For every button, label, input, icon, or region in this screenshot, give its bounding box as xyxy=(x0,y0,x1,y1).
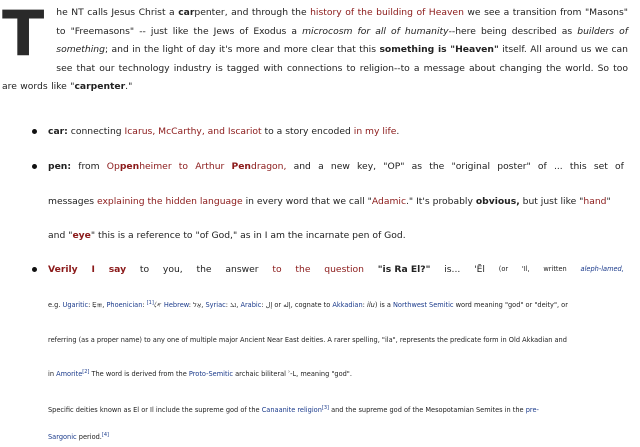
verily-word: I xyxy=(91,264,95,275)
word: of xyxy=(615,161,624,172)
question-link[interactable]: the xyxy=(295,264,311,275)
sargonic-link[interactable]: Sargonic xyxy=(48,433,77,441)
verily-line-4 xyxy=(48,369,624,379)
eye-link[interactable]: eye xyxy=(72,230,91,241)
verily-line-3 xyxy=(48,335,624,345)
bullet-pen-line-1 xyxy=(48,161,624,173)
verily-text: referring (as a proper name) to any one of multiple major Ancient Near East deities. A rarer spelling, "ila", represents the predicate form in Old Akkadian and xyxy=(48,336,567,344)
hand-link[interactable]: hand xyxy=(583,196,607,207)
bullet-dot xyxy=(32,164,37,169)
intro-text: ; and in the light of day it's more and more clear that this xyxy=(104,44,380,55)
pendragon-link[interactable] xyxy=(231,161,286,173)
amorite-link[interactable]: Amorite xyxy=(56,370,83,378)
verily-text: : אֵל, xyxy=(188,301,206,309)
bullet-pen-line-3 xyxy=(48,230,624,242)
question-link[interactable]: question xyxy=(324,264,364,275)
verily-text: : xyxy=(362,301,367,309)
intro-microcosm: microcosm for all of humanity xyxy=(302,25,449,37)
verily-word: Verily xyxy=(48,264,78,275)
verily-text: ) is a xyxy=(374,301,393,309)
intro-paragraph xyxy=(2,0,628,97)
word: the xyxy=(196,264,212,275)
oppenheimer-part: heimer xyxy=(139,161,172,172)
intro-text: he NT calls Jesus Christ a xyxy=(56,7,179,18)
intro-text: we see a transition from "Masons" to "Freemasons" -- just like the Jews of Exodus a xyxy=(56,7,628,37)
verily-text: : 𐎛𐎍, xyxy=(88,301,107,309)
history-link[interactable]: history of the building of Heaven xyxy=(310,7,464,18)
adamic-link[interactable]: Adamic xyxy=(371,196,406,207)
reference-1[interactable]: [1] xyxy=(146,299,154,306)
word: to xyxy=(178,161,189,172)
word: poster" xyxy=(497,161,531,172)
verily-text: in xyxy=(48,370,57,378)
verily-word: say xyxy=(108,264,127,275)
word: 'Ēl xyxy=(474,264,485,275)
verily-line-6 xyxy=(48,432,624,442)
oppenheimer-pen: pen xyxy=(119,161,140,172)
bullet-obvious: obvious, xyxy=(475,196,520,207)
pendragon-pen: Pen xyxy=(231,161,251,172)
word: set xyxy=(593,161,608,172)
word: this xyxy=(569,161,587,172)
icarus-link[interactable]: Icarus, McCarthy, and Iscariot xyxy=(124,126,262,137)
drop-cap: T xyxy=(2,0,45,70)
bullet-car-label: car: xyxy=(48,126,68,137)
intro-text: ." xyxy=(125,81,133,92)
bullet-text: messages xyxy=(48,196,97,207)
bullet-text: connecting xyxy=(67,126,125,137)
bullet-pen-line-2 xyxy=(48,196,624,208)
verily-text: period. xyxy=(76,433,102,441)
verily-line-5 xyxy=(48,405,624,415)
word: ... xyxy=(553,161,563,172)
intro-something: something is "Heaven" xyxy=(379,44,499,55)
verily-text: : 𐤀𐤋 xyxy=(142,301,162,309)
bullet-text: and " xyxy=(48,230,73,241)
verily-line-2 xyxy=(48,300,624,310)
verily-text: Specific deities known as El or Il include the supreme god of the xyxy=(48,406,262,414)
ugaritic-link[interactable]: Ugaritic xyxy=(62,301,89,309)
verily-text: The word is derived from the xyxy=(89,370,189,378)
word: as xyxy=(411,161,423,172)
word: new xyxy=(330,161,350,172)
verily-text: and the supreme god of the Mesopotamian Semites in the xyxy=(328,406,526,414)
intro-builders: builders of something xyxy=(56,25,628,55)
oppenheimer-part: Op xyxy=(106,161,120,172)
bullet-text: to a story encoded xyxy=(261,126,354,137)
hidden-language-link[interactable]: explaining the hidden language xyxy=(97,196,243,207)
ilu-word: ilu xyxy=(366,301,375,309)
bullet-car xyxy=(48,126,624,138)
reference-4[interactable]: [4] xyxy=(101,431,109,438)
word: and xyxy=(293,161,311,172)
aleph-lamed-link[interactable]: aleph-lamed, xyxy=(580,265,624,273)
question-link[interactable]: to xyxy=(272,264,282,275)
bullet-dot xyxy=(32,129,37,134)
word: 'Il, xyxy=(521,265,530,273)
word: "OP" xyxy=(383,161,405,172)
pendragon-part: dragon, xyxy=(250,161,287,172)
word: key, xyxy=(357,161,377,172)
word: "original xyxy=(451,161,491,172)
word: you, xyxy=(162,264,183,275)
intro-text: itself. All around us we can see that our technology industry is tagged with connections to religion--to a message about changing the world. So too are words like " xyxy=(2,44,628,92)
my-life-link[interactable]: in my life xyxy=(353,126,397,137)
word: of xyxy=(537,161,547,172)
syriac-link[interactable]: Syriac xyxy=(205,301,226,309)
northwest-semitic-link[interactable]: Northwest Semitic xyxy=(393,301,454,309)
word: answer xyxy=(225,264,259,275)
reference-2[interactable]: [2] xyxy=(82,368,90,375)
bullet-text: ." It's probably xyxy=(406,196,476,207)
verily-text: : إل or إله, cognate to xyxy=(261,301,333,309)
akkadian-link[interactable]: Akkadian xyxy=(332,301,363,309)
word: to xyxy=(139,264,150,275)
intro-car: car xyxy=(178,7,195,18)
intro-text: --here being described as xyxy=(448,25,578,37)
canaanite-religion-link[interactable]: Canaanite religion xyxy=(261,406,322,414)
word: a xyxy=(318,161,324,172)
bullet-text: in every word that we call " xyxy=(242,196,372,207)
arabic-link[interactable]: Arabic xyxy=(240,301,262,309)
bullet-text: " this is a reference to "of God," as in I am the incarnate pen of God. xyxy=(90,230,406,241)
word: from xyxy=(78,161,100,172)
intro-carpenter: carpenter xyxy=(74,81,126,92)
intro-text: , and through the xyxy=(224,7,311,18)
bullet-verily-line-1 xyxy=(48,264,624,276)
hebrew-link[interactable]: Hebrew xyxy=(163,301,189,309)
bullet-text: . xyxy=(396,126,400,137)
bullet-dot xyxy=(32,267,37,272)
verily-text: e.g. xyxy=(48,301,63,309)
reference-3[interactable]: [3] xyxy=(321,404,329,411)
oppenheimer-link[interactable] xyxy=(107,161,172,173)
bullet-text: " xyxy=(606,196,611,207)
word: written xyxy=(543,265,567,273)
is-ra-el: "is Ra El?" xyxy=(377,264,431,275)
verily-text: archaic biliteral ʾ-L, meaning "god". xyxy=(233,370,352,378)
word: is... xyxy=(444,264,461,275)
proto-semitic-link[interactable]: Proto-Semitic xyxy=(188,370,233,378)
arthur-link[interactable]: Arthur xyxy=(195,161,225,172)
intro-text: penter xyxy=(194,7,225,18)
bullet-text: but just like " xyxy=(519,196,584,207)
verily-text: word meaning "god" or "deity", or xyxy=(453,301,568,309)
word: (or xyxy=(498,265,509,273)
phoenician-link[interactable]: Phoenician xyxy=(106,301,143,309)
bullet-pen-label: pen: xyxy=(48,161,72,172)
verily-text: : ܐܠ, xyxy=(225,301,241,309)
word: the xyxy=(429,161,445,172)
pre-sargonic-link[interactable]: pre- xyxy=(525,406,539,414)
